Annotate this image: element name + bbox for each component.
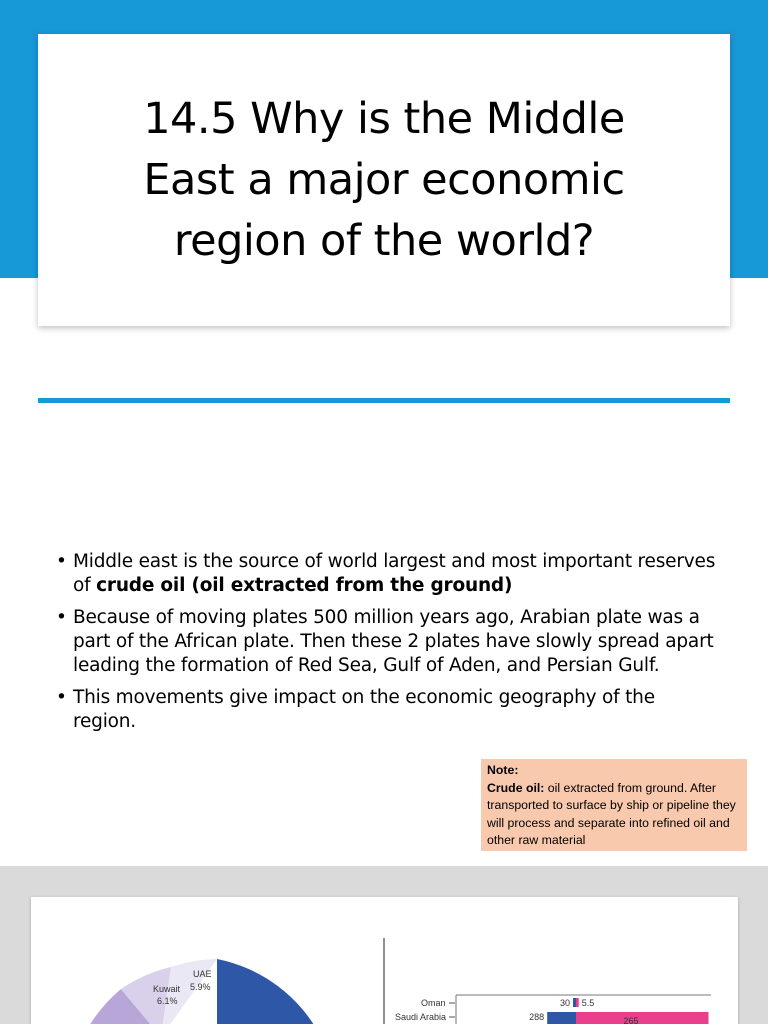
bullet-list <box>56 550 716 742</box>
figure-svg <box>31 897 738 1024</box>
title-card <box>38 34 730 326</box>
figure-panel <box>31 897 738 1024</box>
bar-label-saudi-series-2: 265 <box>623 1016 639 1024</box>
bar-label-oman-series-2: 5.5 <box>581 998 595 1008</box>
bullet-item: • This movements give impact on the economic geography of the region. <box>56 686 716 734</box>
note-text: oil extracted from ground. After transported to surface by ship or pipeline they will process and separate into refined oil and other raw material <box>487 780 736 847</box>
bar-category-oman: Oman <box>421 998 446 1008</box>
bar-category-saudi: Saudi Arabia <box>395 1012 447 1022</box>
note-heading: Note: <box>487 763 519 777</box>
pie-label-uae: UAE <box>193 969 212 979</box>
pie-value-uae: 5.9% <box>190 982 211 992</box>
bar-saudi-series-1 <box>547 1012 576 1024</box>
bullet-item: • Middle east is the source of world largest and most important reserves of crude oil (oil extracted from the ground) <box>56 550 716 598</box>
slide-title: 14.5 Why is the Middle East a major economic region of the world? <box>143 93 625 266</box>
bar-label-oman-series-1: 30 <box>559 998 570 1008</box>
bar-saudi-series-2 <box>576 1012 709 1024</box>
note-box <box>481 759 747 851</box>
pie-value-kuwait: 6.1% <box>157 996 178 1006</box>
pie-label-kuwait: Kuwait <box>153 984 181 994</box>
bar-label-saudi-series-1: 288 <box>529 1012 545 1022</box>
bar-oman-series-1 <box>573 998 576 1007</box>
note-term: Crude oil: <box>487 780 545 795</box>
divider-rule <box>38 398 730 403</box>
pie-slice-main <box>217 959 321 1024</box>
bullet-item: • Because of moving plates 500 million years ago, Arabian plate was a part of the African plate. Then these 2 plates have slowly spread apart leading the formation of Red Sea, Gulf of Aden, and Persian Gulf. <box>56 606 716 678</box>
bar-oman-series-2 <box>576 998 579 1007</box>
